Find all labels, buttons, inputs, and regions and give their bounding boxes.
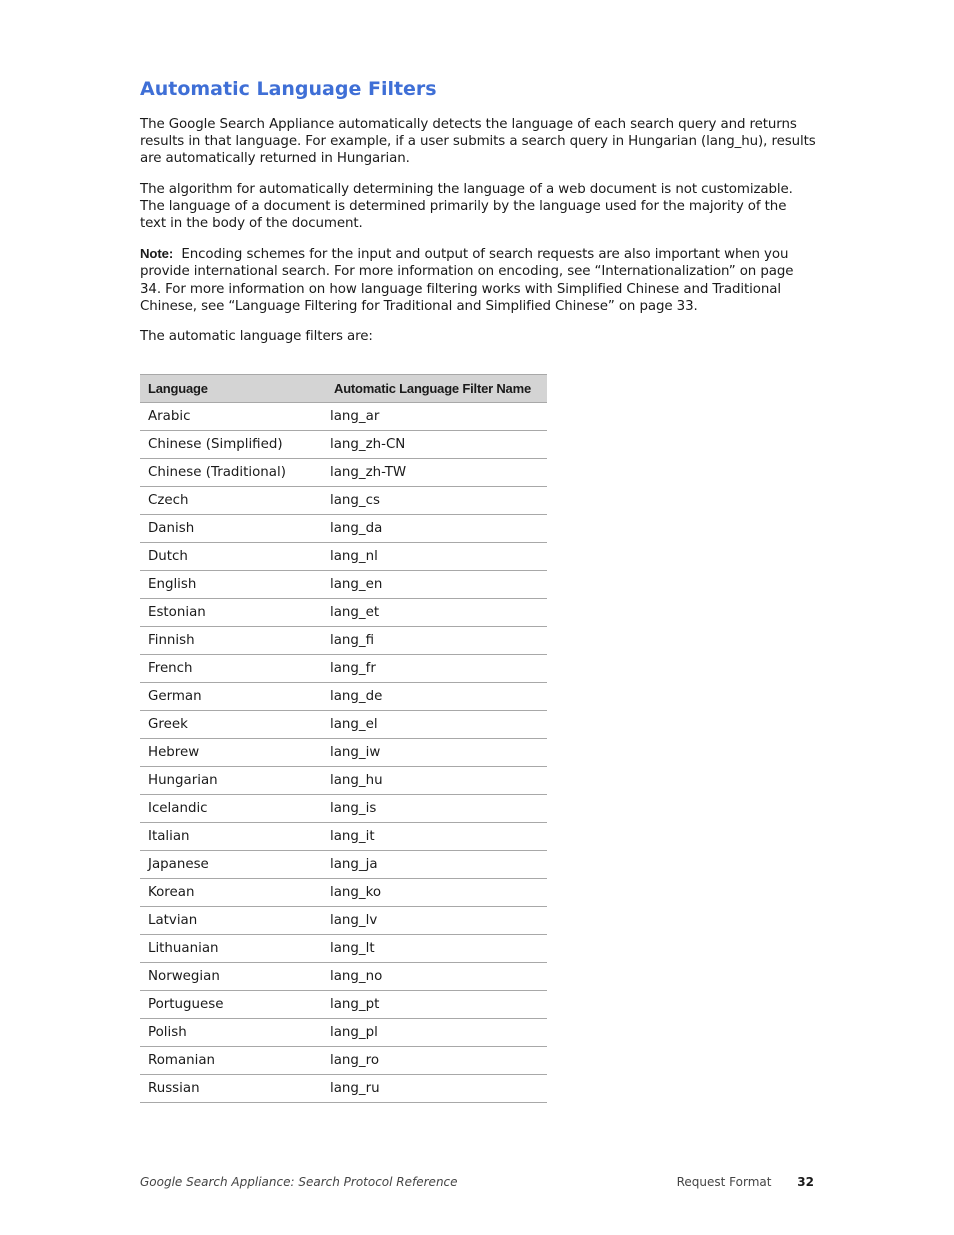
cell-language: Chinese (Simplified) (140, 431, 322, 459)
cell-language: Icelandic (140, 795, 322, 823)
cell-filter-name: lang_en (322, 571, 547, 599)
cell-filter-name: lang_fr (322, 655, 547, 683)
table-row (140, 1019, 547, 1047)
table-row (140, 459, 547, 487)
footer-page-number: 32 (797, 1175, 814, 1189)
table-row (140, 739, 547, 767)
table-row (140, 711, 547, 739)
cell-filter-name: lang_zh-CN (322, 431, 547, 459)
table-row (140, 627, 547, 655)
table-row (140, 1075, 547, 1103)
cell-filter-name: lang_nl (322, 543, 547, 571)
cell-language: Czech (140, 487, 322, 515)
cell-language: English (140, 571, 322, 599)
cell-language: Chinese (Traditional) (140, 459, 322, 487)
footer-right (677, 1174, 814, 1190)
section-heading: Automatic Language Filters (140, 78, 437, 100)
table-row (140, 935, 547, 963)
cell-filter-name: lang_de (322, 683, 547, 711)
header-language: Language (140, 375, 322, 403)
table-row (140, 823, 547, 851)
footer-section-name: Request Format (676, 1175, 772, 1189)
table-row (140, 543, 547, 571)
note-label: Note: (140, 246, 174, 262)
cell-filter-name: lang_lv (322, 907, 547, 935)
cell-filter-name: lang_ja (322, 851, 547, 879)
table-row (140, 683, 547, 711)
cell-filter-name: lang_ru (322, 1075, 547, 1103)
table-row (140, 767, 547, 795)
cell-language: Romanian (140, 1047, 322, 1075)
table-row (140, 571, 547, 599)
cell-filter-name: lang_pt (322, 991, 547, 1019)
cell-language: Portuguese (140, 991, 322, 1019)
cell-filter-name: lang_da (322, 515, 547, 543)
cell-filter-name: lang_iw (322, 739, 547, 767)
table-row (140, 515, 547, 543)
cell-filter-name: lang_ro (322, 1047, 547, 1075)
table-row (140, 655, 547, 683)
table-row (140, 599, 547, 627)
cell-language: French (140, 655, 322, 683)
table-header-row (140, 375, 547, 403)
cell-filter-name: lang_et (322, 599, 547, 627)
language-filter-table (140, 374, 547, 1103)
cell-filter-name: lang_cs (322, 487, 547, 515)
cell-language: Arabic (140, 403, 322, 431)
cell-filter-name: lang_lt (322, 935, 547, 963)
cell-filter-name: lang_pl (322, 1019, 547, 1047)
cell-language: Hungarian (140, 767, 322, 795)
cell-filter-name: lang_ko (322, 879, 547, 907)
table-row (140, 907, 547, 935)
cell-language: Norwegian (140, 963, 322, 991)
paragraph-algorithm: The algorithm for automatically determining the language of a web document is not customizable. The language of a document is determined primarily by the language used for the majority of the text in the body of the document. (140, 181, 793, 232)
table-row (140, 879, 547, 907)
cell-language: German (140, 683, 322, 711)
table-row (140, 1047, 547, 1075)
cell-language: Danish (140, 515, 322, 543)
cell-language: Dutch (140, 543, 322, 571)
cell-language: Latvian (140, 907, 322, 935)
table-row (140, 963, 547, 991)
cell-language: Greek (140, 711, 322, 739)
table-row (140, 431, 547, 459)
cell-language: Finnish (140, 627, 322, 655)
paragraph-intro: The automatic language filters are: (140, 329, 373, 345)
cell-filter-name: lang_fi (322, 627, 547, 655)
table-row (140, 991, 547, 1019)
cell-filter-name: lang_no (322, 963, 547, 991)
cell-language: Lithuanian (140, 935, 322, 963)
footer-doc-title: Google Search Appliance: Search Protocol Reference (140, 1175, 458, 1189)
table-row (140, 795, 547, 823)
cell-filter-name: lang_zh-TW (322, 459, 547, 487)
cell-language: Polish (140, 1019, 322, 1047)
cell-language: Hebrew (140, 739, 322, 767)
table-row (140, 403, 547, 431)
cell-filter-name: lang_it (322, 823, 547, 851)
table-body (140, 403, 547, 1103)
cell-language: Italian (140, 823, 322, 851)
cell-filter-name: lang_hu (322, 767, 547, 795)
cell-filter-name: lang_is (322, 795, 547, 823)
note-paragraph (140, 245, 816, 315)
table-row (140, 487, 547, 515)
note-text: Encoding schemes for the input and output of search requests are also important when you provide international search. For more information on encoding, see “Internationalization” on page 34. For more information on how language filtering works with Simplified Chinese and Traditional Chinese, see “Language Filtering for Traditional and Simplified Chinese” on page 33. (140, 247, 794, 314)
page-content (140, 76, 816, 358)
cell-language: Estonian (140, 599, 322, 627)
cell-language: Japanese (140, 851, 322, 879)
table-row (140, 851, 547, 879)
cell-filter-name: lang_el (322, 711, 547, 739)
paragraph-auto-detect: The Google Search Appliance automatically detects the language of each search query and returns results in that language. For example, if a user submits a search query in Hungarian (lang_hu), results are automatically returned in Hungarian. (140, 117, 816, 167)
cell-language: Korean (140, 879, 322, 907)
header-filter-name: Automatic Language Filter Name (322, 375, 547, 403)
cell-filter-name: lang_ar (322, 403, 547, 431)
cell-language: Russian (140, 1075, 322, 1103)
